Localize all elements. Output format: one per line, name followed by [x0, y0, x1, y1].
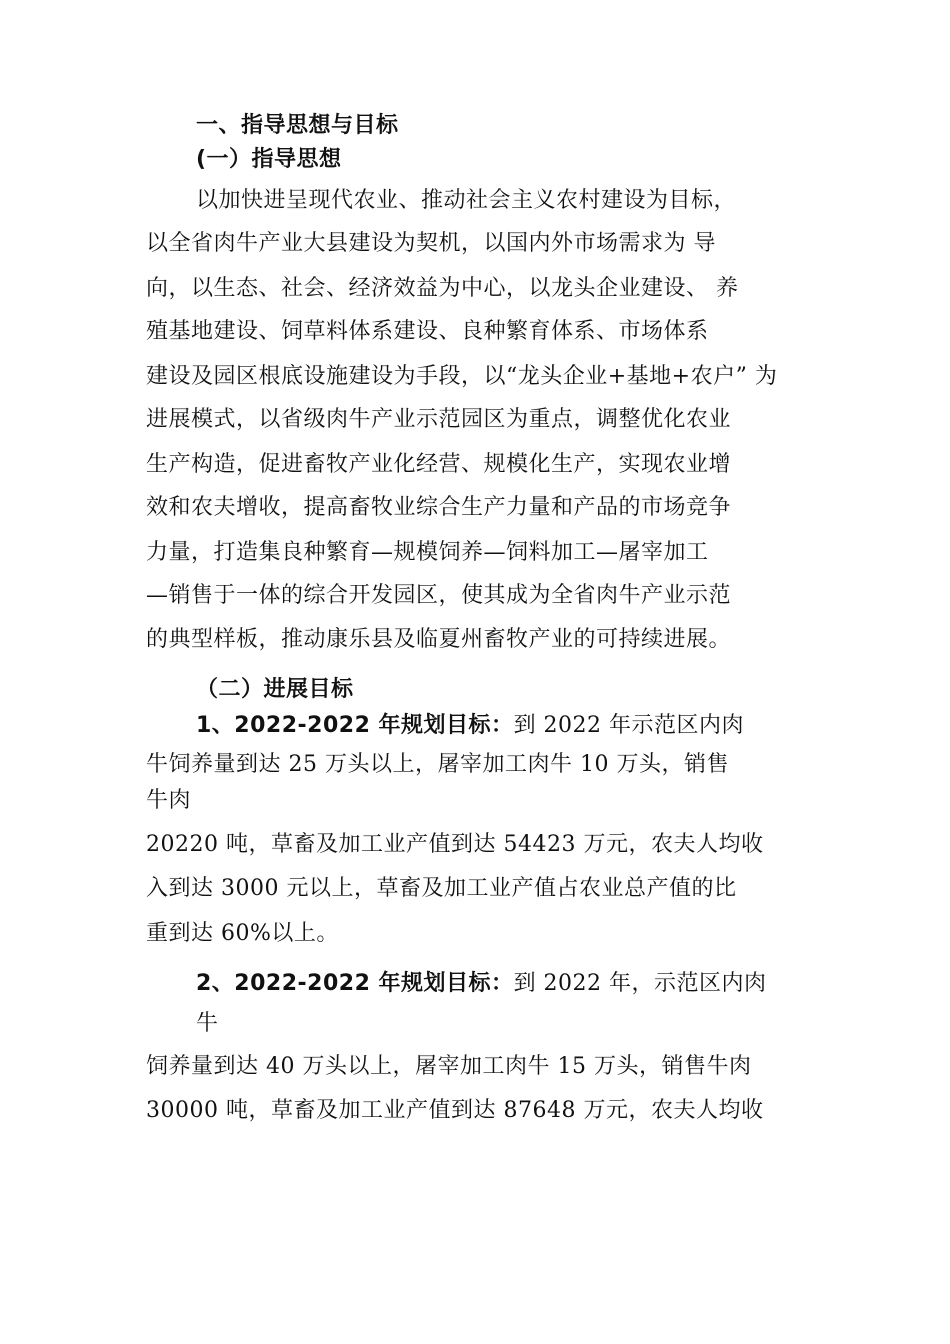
paragraph-line: 20220 吨，草畜及加工业产值到达 54423 万元，农夫人均收 — [146, 832, 764, 857]
goal-2-label: 2、2022-2022 年规划目标： — [196, 971, 514, 996]
goal-2-first-line — [196, 969, 767, 999]
paragraph-line: —销售于一体的综合开发园区，使其成为全省肉牛产业示范 — [146, 583, 732, 608]
paragraph-line: 进展模式，以省级肉牛产业示范园区为重点，调整优化农业 — [146, 407, 732, 432]
goal-1-first-line — [196, 711, 744, 741]
paragraph-line: 殖基地建设、饲草料体系建设、良种繁育体系、市场体系 — [146, 319, 709, 344]
goal-2-text: 到 2022 年，示范区内肉 — [513, 971, 767, 996]
paragraph-line: 效和农夫增收，提高畜牧业综合生产力量和产品的市场竞争 — [146, 495, 732, 520]
paragraph-line: 重到达 60%以上。 — [146, 921, 339, 946]
goal-1-label: 1、2022-2022 年规划目标： — [196, 713, 514, 738]
paragraph-line: 牛肉 — [146, 788, 192, 813]
paragraph-line: 牛饲养量到达 25 万头以上，屠宰加工肉牛 10 万头，销售 — [146, 752, 729, 777]
paragraph-line: 牛 — [196, 1011, 219, 1036]
paragraph-line: 30000 吨，草畜及加工业产值到达 87648 万元，农夫人均收 — [146, 1098, 764, 1123]
section-heading: 一、指导思想与目标 — [196, 113, 399, 138]
paragraph-line: 向，以生态、社会、经济效益为中心，以龙头企业建设、 养 — [146, 276, 739, 301]
goal-1-text: 到 2022 年示范区内肉 — [513, 713, 745, 738]
paragraph-line: 建设及园区根底设施建设为手段，以“龙头企业+基地+农户” 为 — [146, 364, 778, 389]
paragraph-line: 以加快进呈现代农业、推动社会主义农村建设为目标， — [196, 188, 737, 213]
paragraph-line: 生产构造，促进畜牧产业化经营、规模化生产，实现农业增 — [146, 452, 732, 477]
paragraph-line: 饲养量到达 40 万头以上，屠宰加工肉牛 15 万头，销售牛肉 — [146, 1054, 752, 1079]
paragraph-line: 力量，打造集良种繁育—规模饲养—饲料加工—屠宰加工 — [146, 540, 709, 565]
paragraph-line: 以全省肉牛产业大县建设为契机，以国内外市场需求为 导 — [146, 231, 716, 256]
paragraph-line: 的典型样板，推动康乐县及临夏州畜牧产业的可持续进展。 — [146, 627, 732, 652]
subsection-heading-guiding-thought: (一）指导思想 — [196, 147, 342, 172]
subsection-heading-development-goals: （二）进展目标 — [196, 677, 354, 702]
paragraph-line: 入到达 3000 元以上，草畜及加工业产值占农业总产值的比 — [146, 876, 737, 901]
